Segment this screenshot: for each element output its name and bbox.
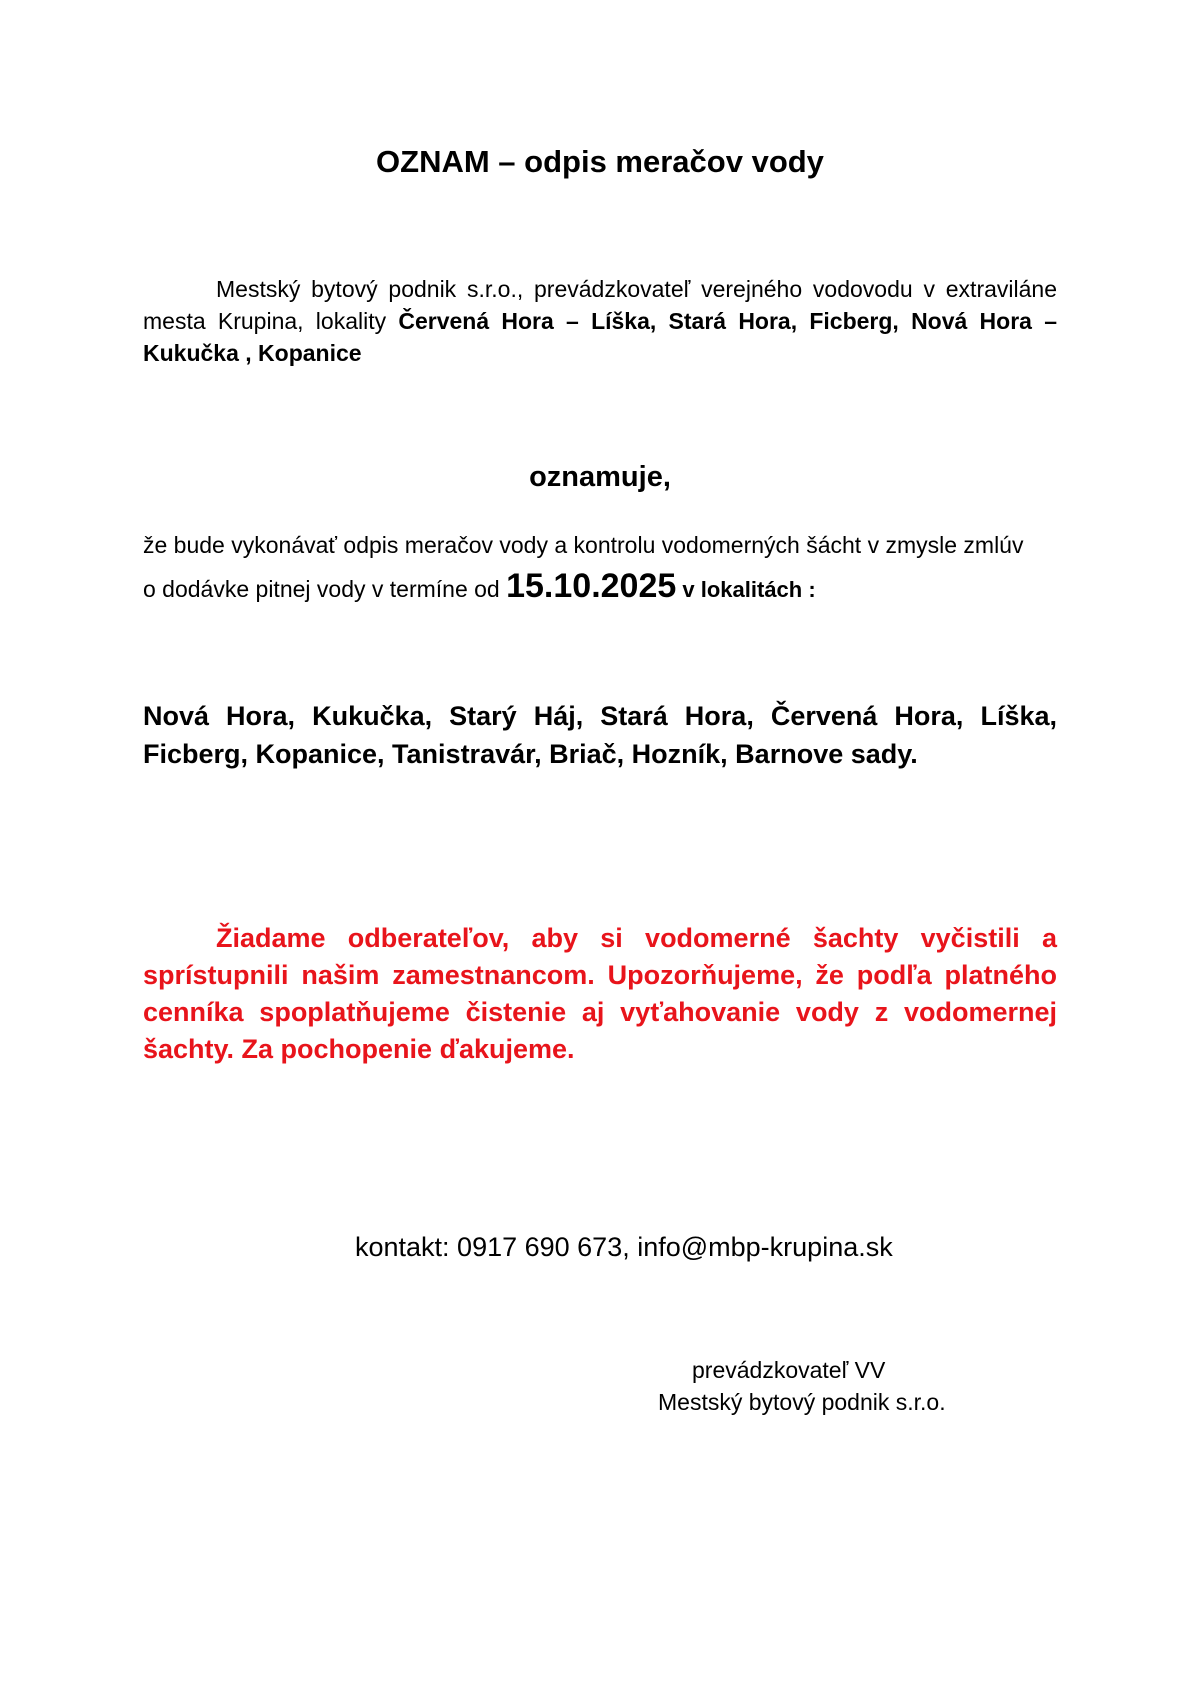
- body-line-1: že bude vykonávať odpis meračov vody a kontrolu vodomerných šácht v zmysle zmlúv: [143, 532, 1024, 558]
- intro-paragraph: [143, 273, 1057, 369]
- contact-info: kontakt: 0917 690 673, info@mbp-krupina.sk: [355, 1232, 893, 1262]
- signature-role: prevádzkovateľ VV: [692, 1357, 886, 1383]
- localities-list: Nová Hora, Kukučka, Starý Háj, Stará Hora, Červená Hora, Líška, Ficberg, Kopanice, Tanistravár, Briač, Hozník, Barnove sady.: [143, 701, 1057, 769]
- intro-localities: Červená Hora – Líška, Stará Hora, Ficberg, Nová Hora – Kukučka , Kopanice: [143, 308, 1057, 366]
- body-line-2-suffix: v lokalitách :: [676, 577, 816, 602]
- reading-date: 15.10.2025: [506, 567, 677, 605]
- signature-company: Mestský bytový podnik s.r.o.: [658, 1389, 946, 1415]
- intro-text: Mestský bytový podnik s.r.o., prevádzkovateľ verejného vodovodu v extraviláne mesta Krupina, lokality: [143, 276, 1057, 334]
- red-notice: Žiadame odberateľov, aby si vodomerné šachty vyčistili a sprístupnili našim zamestnancom. Upozorňujeme, že podľa platného cenníka spoplatňujeme čistenie aj vyťahovanie vody z vodomernej šachty. Za pochopenie ďakujeme.: [143, 923, 1057, 1064]
- body-line-2: [143, 560, 1057, 616]
- announce-heading: oznamuje,: [529, 461, 671, 493]
- page-title: OZNAM – odpis meračov vody: [376, 144, 824, 179]
- body-line-2-prefix: o dodávke pitnej vody v termíne od: [143, 576, 507, 602]
